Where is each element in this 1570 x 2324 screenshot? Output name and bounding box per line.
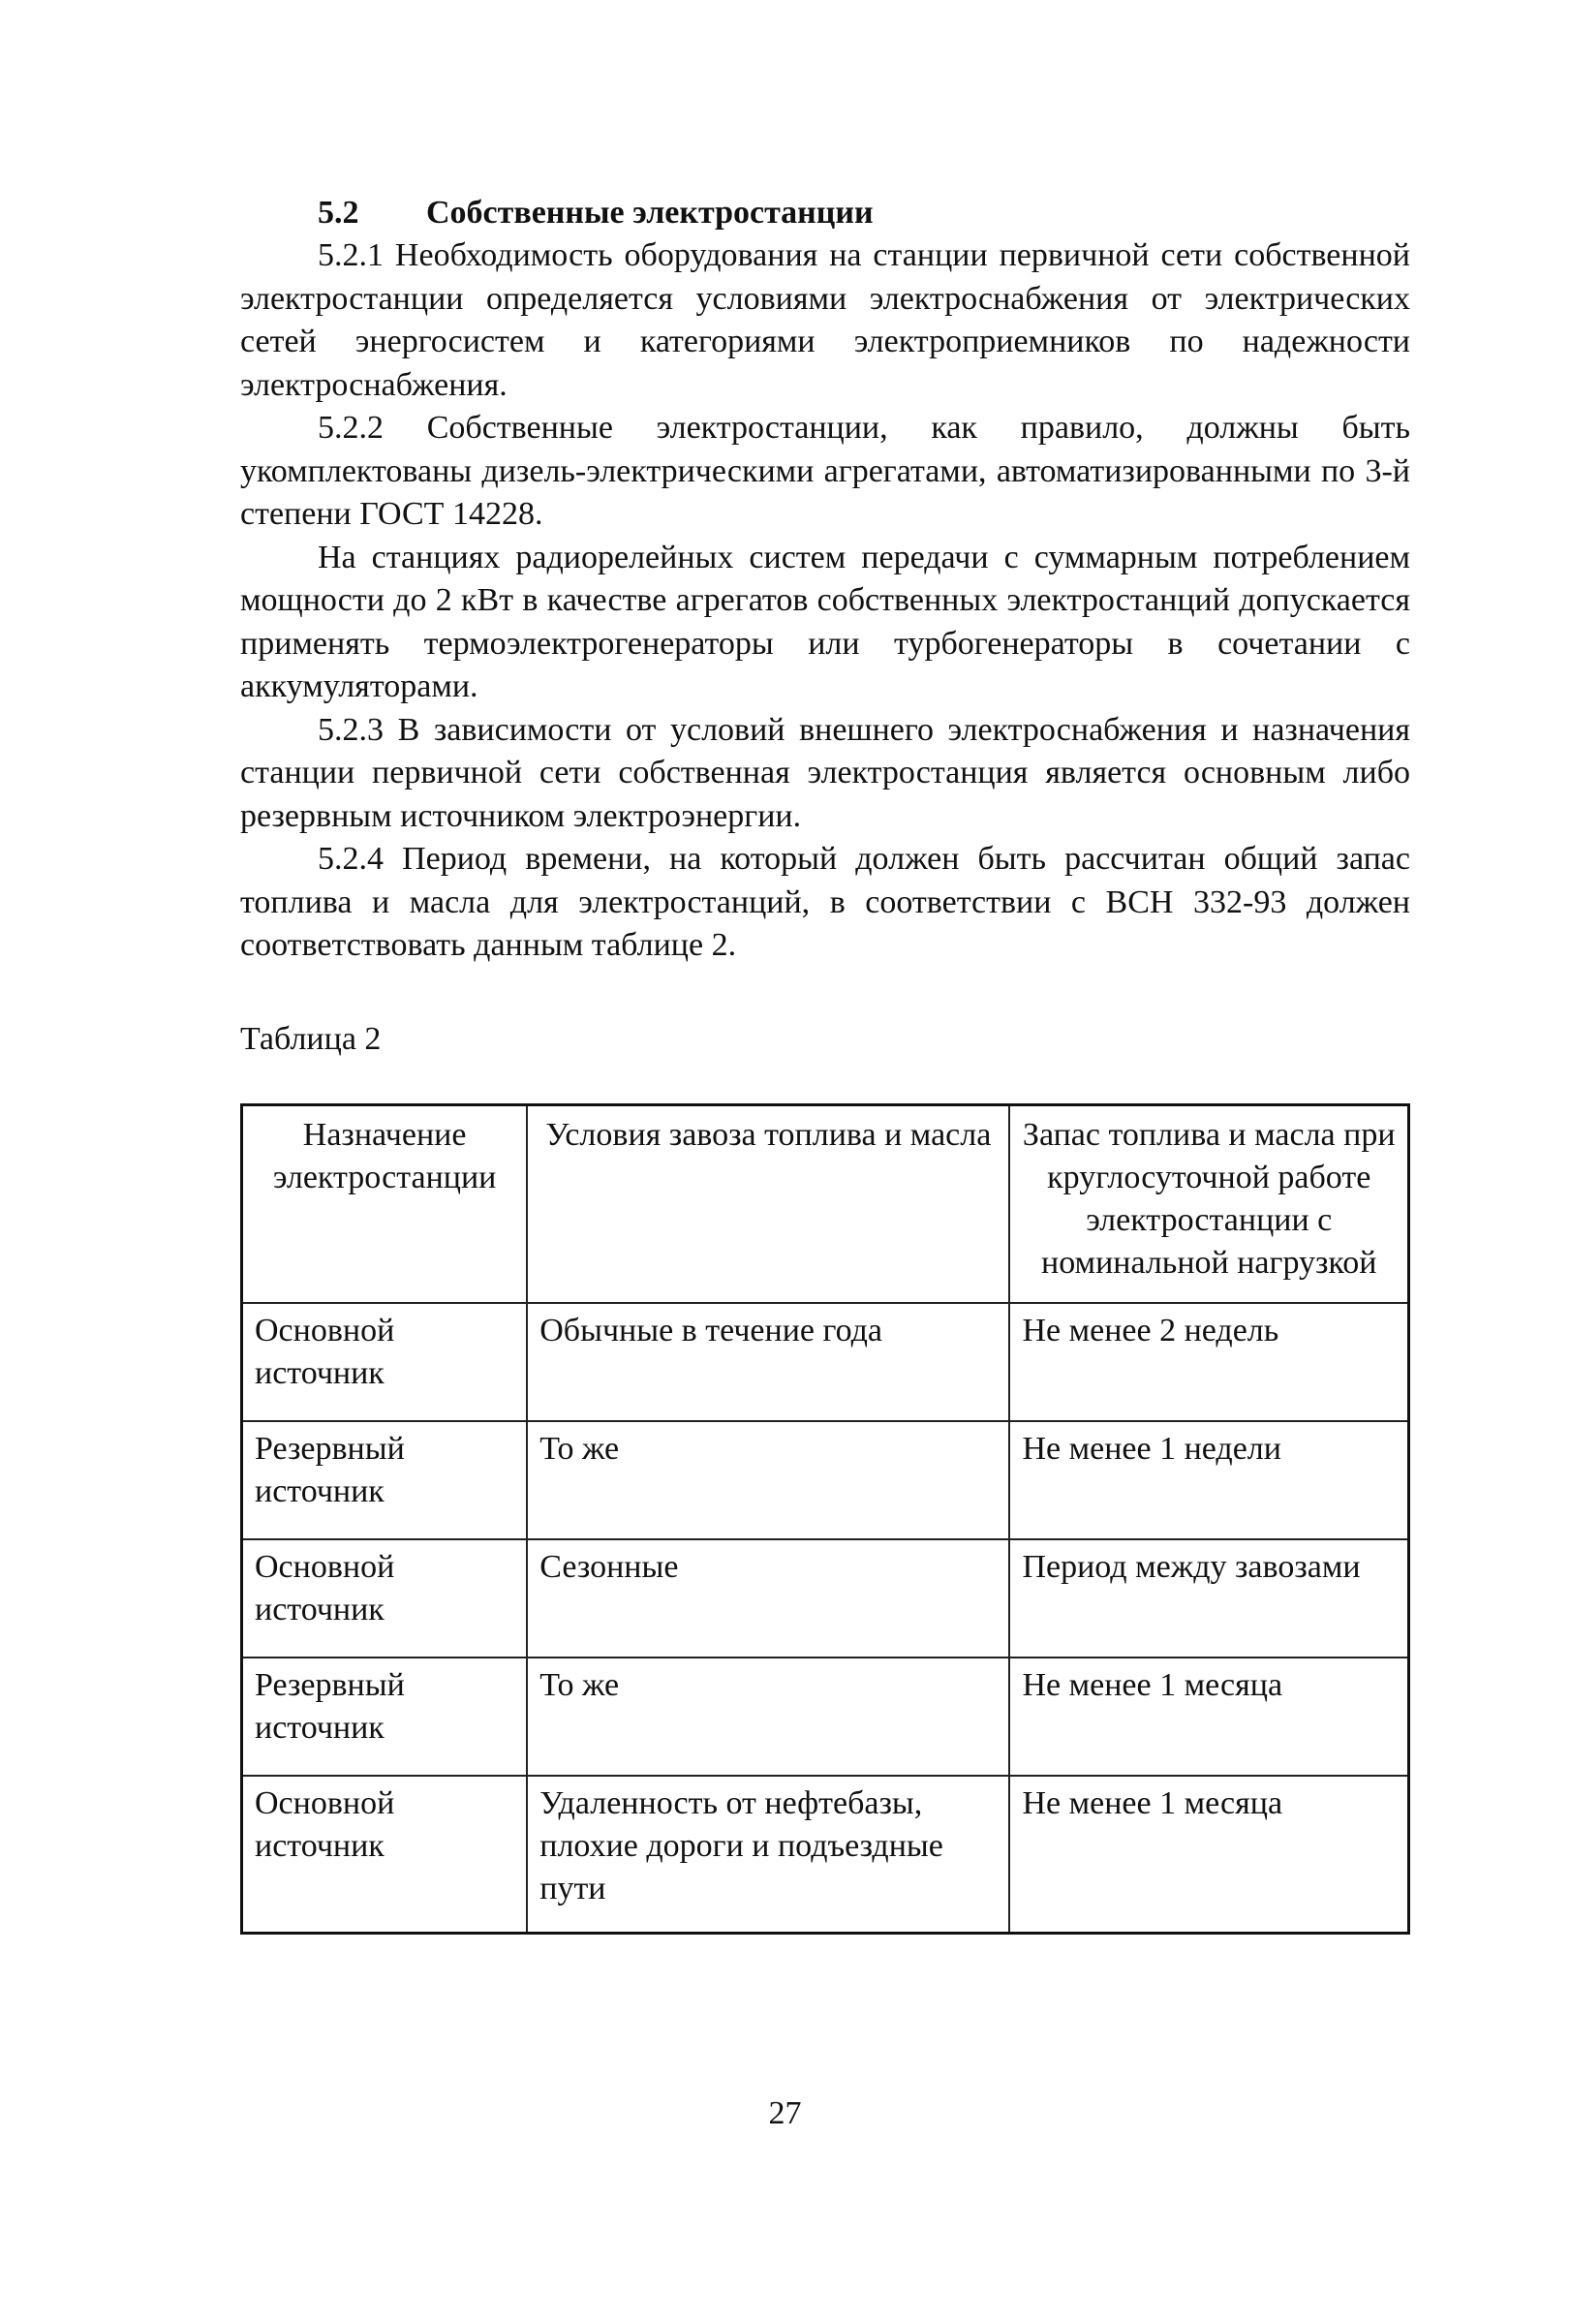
table-cell-reserve: Не менее 1 месяца — [1009, 1776, 1408, 1934]
section-title: Собственные электростанции — [426, 195, 874, 231]
header-delivery-conditions: Условия завоза топлива и масла — [527, 1104, 1009, 1303]
table-row — [242, 1539, 1409, 1658]
paragraph-radio-relay: На станциях радиорелейных систем передачи с суммарным потреблением мощности до 2 кВт в качестве агрегатов собственных электростанций допускается применять термоэлектрогенераторы или турбогенераторы в сочетании с аккумуляторами. — [240, 539, 1410, 704]
table-cell-delivery: Удаленность от нефтебазы, плохие дороги и подъездные пути — [527, 1776, 1009, 1934]
table-cell-reserve: Не менее 1 месяца — [1009, 1658, 1408, 1776]
table-row — [242, 1658, 1409, 1776]
table-cell-purpose: Основной источник — [242, 1776, 528, 1934]
table-cell-reserve: Не менее 1 недели — [1009, 1421, 1408, 1539]
table-cell-delivery: Сезонные — [527, 1539, 1009, 1658]
table-cell-delivery: То же — [527, 1421, 1009, 1539]
header-fuel-reserve: Запас топлива и масла при круглосуточной работе электростанции с номинальной нагрузкой — [1009, 1104, 1408, 1303]
table-row — [242, 1776, 1409, 1934]
paragraph-5-2-1: 5.2.1 Необходимость оборудования на станции первичной сети собственной электростанции определяется условиями электроснабжения от электрических сетей энергосистем и категориями электроприемников по надежности электроснабжения. — [240, 237, 1410, 403]
table-row — [242, 1303, 1409, 1421]
table-cell-delivery: Обычные в течение года — [527, 1303, 1009, 1421]
table-caption: Таблица 2 — [240, 1020, 382, 1057]
table-cell-delivery: То же — [527, 1658, 1009, 1776]
section-heading — [240, 192, 1410, 234]
page-number: 27 — [768, 2095, 802, 2131]
section-number: 5.2 — [318, 195, 359, 231]
table-row — [242, 1421, 1409, 1539]
paragraph-5-2-2: 5.2.2 Собственные электростанции, как правило, должны быть укомплектованы дизель-электрическими агрегатами, автоматизированными по 3-й степени ГОСТ 14228. — [240, 410, 1410, 532]
table-cell-reserve: Период между завозами — [1009, 1539, 1408, 1658]
table-cell-purpose: Резервный источник — [242, 1658, 528, 1776]
table-cell-purpose: Резервный источник — [242, 1421, 528, 1539]
table-cell-purpose: Основной источник — [242, 1539, 528, 1658]
header-purpose: Назначение электростанции — [242, 1104, 528, 1303]
table-cell-purpose: Основной источник — [242, 1303, 528, 1421]
table-cell-reserve: Не менее 2 недель — [1009, 1303, 1408, 1421]
table-header-row — [242, 1104, 1409, 1303]
paragraph-5-2-4: 5.2.4 Период времени, на который должен быть рассчитан общий запас топлива и масла для электростанций, в соответствии с ВСН 332-93 должен соответствовать данным таблице 2. — [240, 841, 1410, 963]
fuel-reserve-table — [240, 1103, 1410, 1935]
paragraph-5-2-3: 5.2.3 В зависимости от условий внешнего электроснабжения и назначения станции первичной сети собственная электростанция является основным либо резервным источником электроэнергии. — [240, 711, 1410, 834]
document-page — [240, 192, 1410, 1935]
